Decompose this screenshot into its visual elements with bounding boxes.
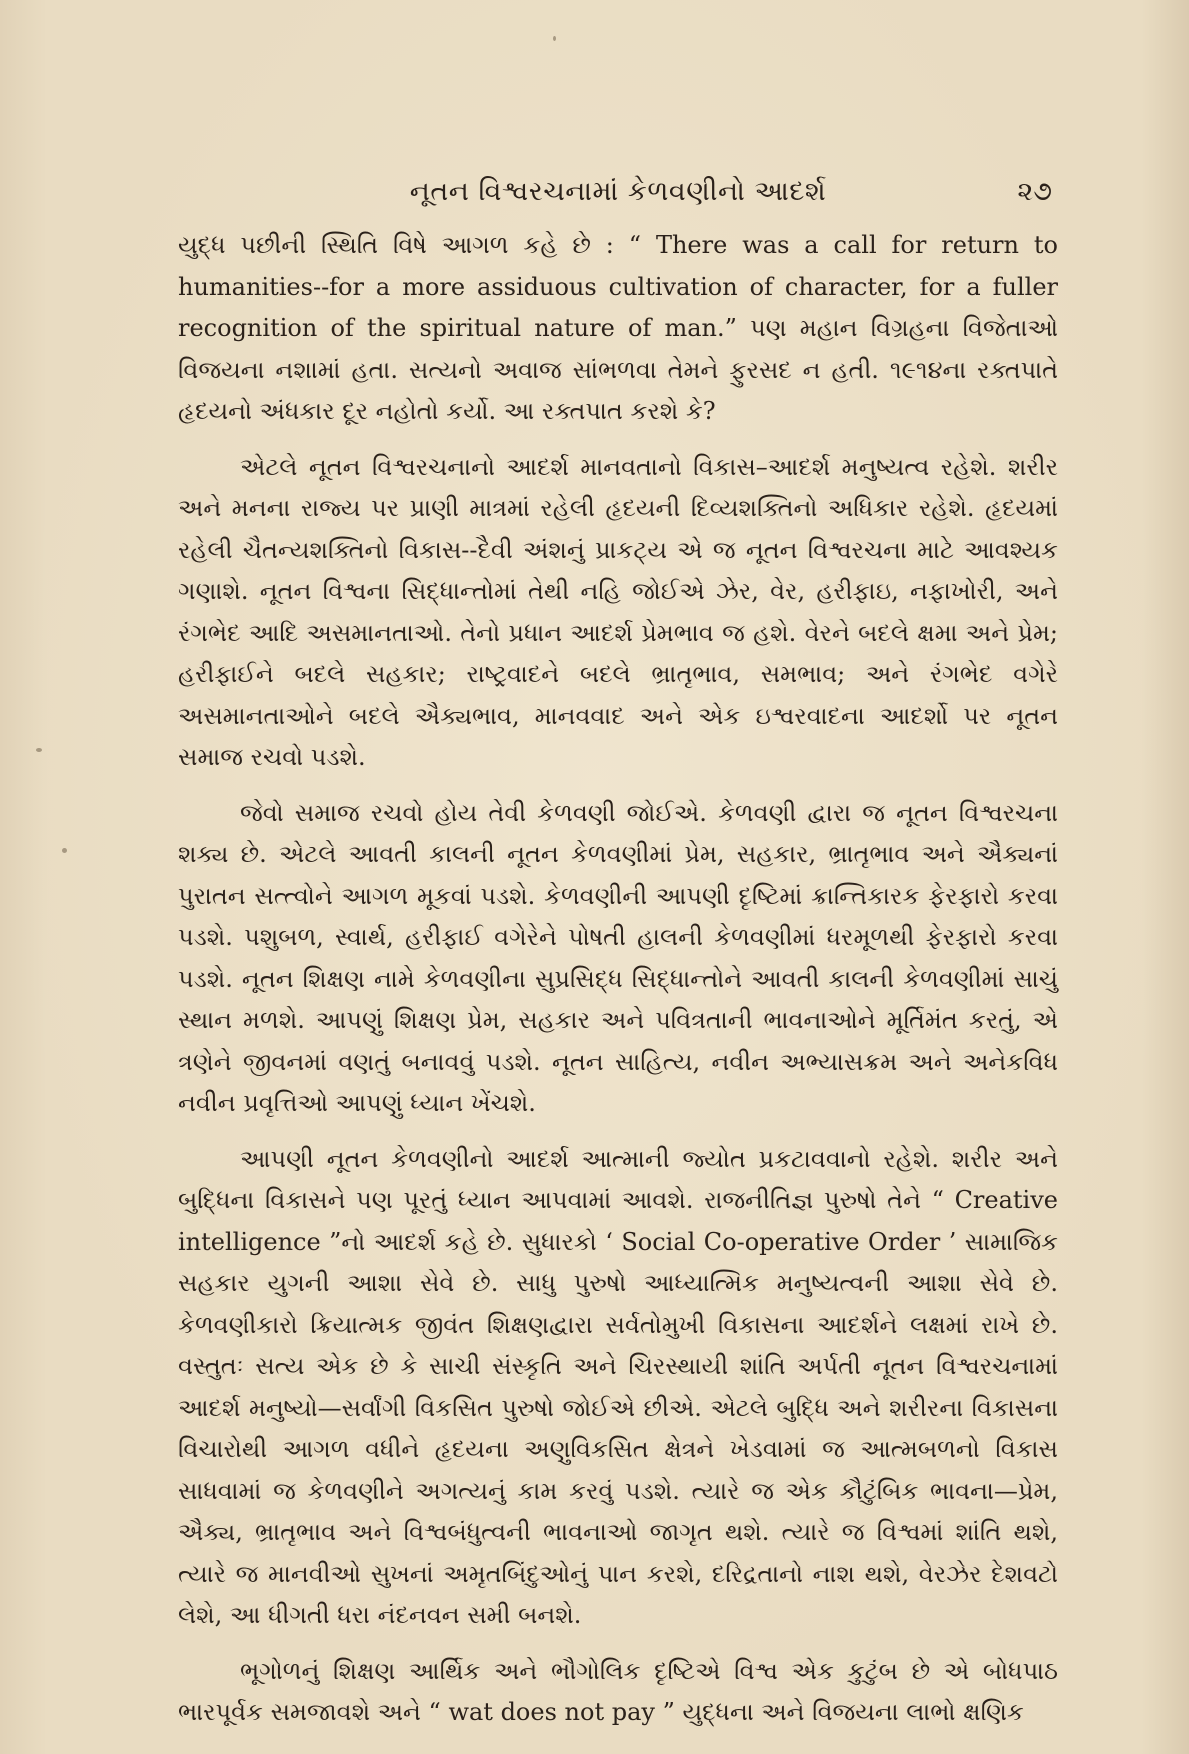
paragraph-3: જેવો સમાજ રચવો હોય તેવી કેળવણી જોઈએ. કેળવણી દ્વારા જ નૂતન વિશ્વરચના શક્ય છે. એટલે આવતી કાલની નૂતન કેળવણીમાં પ્રેમ, સહકાર, ભ્રાતૃભાવ અને ઐક્યનાં પુરાતન સત્ત્વોને આગળ મૂકવાં પડશે. કેળવણીની આપણી દૃષ્ટિમાં ક્રાન્તિકારક ફેરફારો કરવા પડશે. પશુબળ, સ્વાર્થ, હરીફાઈ વગેરેને પોષતી હાલની કેળવણીમાં ધરમૂળથી ફેરફારો કરવા પડશે. નૂતન શિક્ષણ નામે કેળવણીના સુપ્રસિદ્ધ સિદ્ધાન્તોને આવતી કાલની કેળવણીમાં સાચું સ્થાન મળશે. આપણું શિક્ષણ પ્રેમ, સહકાર અને પવિત્રતાની ભાવનાઓને મૂર્તિમંત કરતું, એ ત્રણેને જીવનમાં વણતું બનાવવું પડશે. નૂતન સાહિત્ય, નવીન અભ્યાસક્રમ અને અનેકવિધ નવીન પ્રવૃત્તિઓ આપણું ધ્યાન ખેંચશે. <box>178 798 1058 1117</box>
page-header <box>178 176 1058 216</box>
body-text <box>178 225 1058 1748</box>
paragraph-2: એટલે નૂતન વિશ્વરચનાનો આદર્શ માનવતાનો વિકાસ–આદર્શ મનુષ્યત્વ રહેશે. શરીર અને મનના રાજ્ય પર પ્રાણી માત્રમાં રહેલી હૃદયની દિવ્યશક્તિનો અધિકાર રહેશે. હૃદયમાં રહેલી ચૈતન્યશક્તિનો વિકાસ--દૈવી અંશનું પ્રાકટ્ય એ જ નૂતન વિશ્વરચના માટે આવશ્યક ગણાશે. નૂતન વિશ્વના સિદ્ધાન્તોમાં તેથી નહિ જોઈએ ઝેર, વેર, હરીફાઇ, નફાખોરી, અને રંગભેદ આદિ અસમાનતાઓ. તેનો પ્રધાન આદર્શ પ્રેમભાવ જ હશે. વેરને બદલે ક્ષમા અને પ્રેમ; હરીફાઈને બદલે સહકાર; રાષ્ટ્રવાદને બદલે ભ્રાતૃભાવ, સમભાવ; અને રંગભેદ વગેરે અસમાનતાઓને બદલે ઐક્યભાવ, માનવવાદ અને એક ઇશ્વરવાદના આદર્શો પર નૂતન સમાજ રચવો પડશે. <box>178 452 1058 771</box>
running-title: નૂતન વિશ્વરચનામાં કેળવણીનો આદર્શ <box>409 176 827 207</box>
paragraph-4: આપણી નૂતન કેળવણીનો આદર્શ આત્માની જ્યોત પ્રકટાવવાનો રહેશે. શરીર અને બુદ્ધિના વિકાસને પણ પૂરતું ધ્યાન આપવામાં આવશે. રાજનીતિજ્ઞ પુરુષો તેને “ Creative intelligence ”નો આદર્શ કહે છે. સુધારકો ‘ Social Co-operative Order ’ સામાજિક સહકાર યુગની આશા સેવે છે. સાધુ પુરુષો આધ્યાત્મિક મનુષ્યત્વની આશા સેવે છે. કેળવણીકારો ક્રિયાત્મક જીવંત શિક્ષણદ્વારા સર્વતોમુખી વિકાસના આદર્શને લક્ષમાં રાખે છે. વસ્તુતઃ સત્ય એક છે કે સાચી સંસ્કૃતિ અને ચિરસ્થાયી શાંતિ અર્પતી નૂતન વિશ્વરચનામાં આદર્શ મનુષ્યો—સર્વાંગી વિકસિત પુરુષો જોઈએ છીએ. એટલે બુદ્ધિ અને શરીરના વિકાસના વિચારોથી આગળ વધીને હૃદયના અણુવિકસિત ક્ષેત્રને ખેડવામાં જ આત્મબળનો વિકાસ સાધવામાં જ કેળવણીને અગત્યનું કામ કરવું પડશે. ત્યારે જ એક કૌટુંબિક ભાવના—પ્રેમ, ઐક્ય, ભ્રાતૃભાવ અને વિશ્વબંધુત્વની ભાવનાઓ જાગૃત થશે. ત્યારે જ વિશ્વમાં શાંતિ થશે, ત્યારે જ માનવીઓ સુખનાં અમૃતબિંદુઓનું પાન કરશે, દરિદ્રતાનો નાશ થશે, વેરઝેર દેશવટો લેશે, આ ધીગતી ધરા નંદનવન સમી બનશે. <box>178 1144 1058 1629</box>
page-number: ૨૭ <box>1017 176 1052 207</box>
paper-speck <box>553 36 556 41</box>
paragraph-5: ભૂગોળનું શિક્ષણ આર્થિક અને ભૌગોલિક દૃષ્ટિએ વિશ્વ એક કુટુંબ છે એ બોધપાઠ ભારપૂર્વક સમજાવશે અને “ wat does not pay ” યુદ્ધના અને વિજયના લાભો ક્ષણિક <box>178 1656 1058 1726</box>
paragraph-1: યુદ્ધ પછીની સ્થિતિ વિષે આગળ કહે છે : “ There was a call for return to humanities--for a more assiduous cultivation of character, for a fuller recognition of the spiritual nature of man.” પણ મહાન વિગ્રહના વિજેતાઓ વિજયના નશામાં હતા. સત્યનો અવાજ સાંભળવા તેમને ફુરસદ ન હતી. ૧૯૧૪ના રક્તપાતે હૃદયનો અંધકાર દૂર નહોતો કર્યો. આ રક્તપાત કરશે કે? <box>178 231 1058 425</box>
paper-speck <box>36 748 42 752</box>
paper-speck <box>62 848 67 853</box>
